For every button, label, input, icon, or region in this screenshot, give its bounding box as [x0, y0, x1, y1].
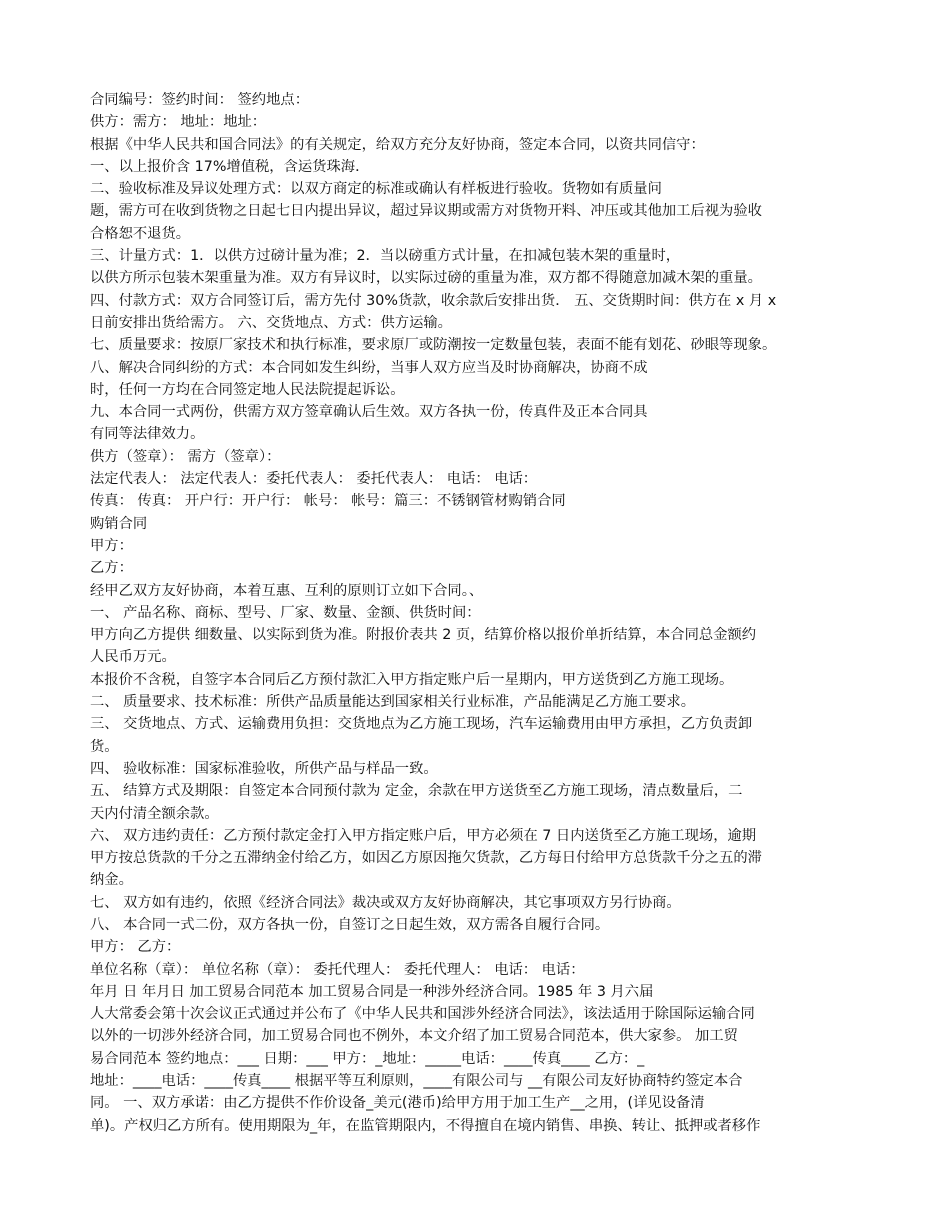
- text-line: 经甲乙双方友好协商，本着互惠、互利的原则订立如下合同。、: [90, 582, 484, 599]
- text-line: 一、 产品名称、商标、型号、厂家、数量、金额、供货时间：: [90, 604, 481, 621]
- text-line: 题，需方可在收到货物之日起七日内提出异议，超过异议期或需方对货物开料、冲压或其他加工后视为验收: [90, 203, 762, 220]
- text-line: 七、质量要求：按原厂家技术和执行标准，要求原厂或防潮按一定数量包装，表面不能有划花、砂眼等现象。: [90, 337, 777, 354]
- text-line: 根据《中华人民共和国合同法》的有关规定，给双方充分友好协商，签定本合同，以资共同信守：: [90, 136, 705, 153]
- text-line: 九、本合同一式两份，供需方双方签章确认后生效。双方各执一份，传真件及正本合同具: [90, 404, 648, 421]
- party-a-line: 甲方：: [90, 537, 133, 554]
- text-line: 年月 日 年月日 加工贸易合同范本 加工贸易合同是一种涉外经济合同。1985 年 3 月六届: [90, 983, 654, 1000]
- text-line: 四、付款方式：双方合同签订后，需方先付 30%货款，收余款后安排出货． 五、交货期时间：供方在 x 月 x: [90, 292, 777, 309]
- text-line: 人大常委会第十次会议正式通过并公布了《中华人民共和国涉外经济合同法》，该法适用于除国际运输合同: [90, 1006, 755, 1023]
- text-line: 一、以上报价含 17%增值税，含运货珠海．: [90, 158, 370, 175]
- text-line: 易合同范本 签约地点：___ 日期：___ 甲方：_地址：_____电话：____传真____ 乙方：_: [90, 1050, 645, 1067]
- signature-line: 甲方： 乙方：: [90, 939, 181, 956]
- text-line: 货。: [90, 738, 119, 755]
- text-line: 以供方所示包装木架重量为准。双方有异议时，以实际过磅的重量为准，双方都不得随意加减木架的重量。: [90, 270, 762, 287]
- parties-address-line: 供方：需方： 地址：地址：: [90, 114, 267, 131]
- contract-header-line: 合同编号：签约时间： 签约地点：: [90, 92, 309, 108]
- text-line: 地址：____电话：____传真____ 根据平等互利原则，____有限公司与 __有限公司友好协商特约签定本合: [90, 1073, 743, 1090]
- text-line: 本报价不含税，自签字本合同后乙方预付款汇入甲方指定账户后一星期内，甲方送货到乙方施工现场。: [90, 671, 734, 688]
- text-line: 单)。产权归乙方所有。使用期限为_年，在监管期限内，不得擅自在境内销售、串换、转让、抵押或者移作: [90, 1117, 761, 1134]
- text-line: 三、 交货地点、方式、运输费用负担：交货地点为乙方施工现场，汽车运输费用由甲方承担，乙方负责卸: [90, 716, 753, 733]
- party-b-line: 乙方：: [90, 560, 133, 577]
- text-line: 同。 一、双方承诺：由乙方提供不作价设备_美元(港币)给甲方用于加工生产__之用，(详见设备清: [90, 1095, 705, 1112]
- text-line: 时，任何一方均在合同签定地人民法院提起诉讼。: [90, 381, 405, 398]
- signature-line: 传真： 传真： 开户行：开户行： 帐号： 帐号：篇三：不锈钢管材购销合同: [90, 493, 566, 510]
- text-line: 七、 双方如有违约，依照《经济合同法》裁决或双方友好协商解决，其它事项双方另行协商。: [90, 894, 681, 911]
- section-title: 购销合同: [90, 515, 148, 532]
- text-line: 日前安排出货给需方。 六、交货地点、方式：供方运输。: [90, 314, 452, 331]
- text-line: 八、解决合同纠纷的方式：本合同如发生纠纷，当事人双方应当及时协商解决，协商不成: [90, 359, 648, 376]
- text-line: 五、 结算方式及期限：自签定本合同预付款为 定金，余款在甲方送货至乙方施工现场，清点数量后，二: [90, 783, 743, 800]
- text-line: 三、计量方式：1．以供方过磅计量为准；2．当以磅重方式计量，在扣减包装木架的重量时，: [90, 248, 681, 265]
- text-line: 六、 双方违约责任：乙方预付款定金打入甲方指定账户后，甲方必须在 7 日内送货至乙方施工现场，逾期: [90, 827, 757, 844]
- text-line: 纳金。: [90, 872, 133, 889]
- signature-line: 单位名称（章）： 单位名称（章）： 委托代理人： 委托代理人： 电话： 电话：: [90, 961, 585, 978]
- signature-line: 法定代表人： 法定代表人：委托代表人： 委托代表人： 电话： 电话：: [90, 471, 538, 488]
- signature-line: 供方（签章）： 需方（签章）：: [90, 448, 281, 465]
- text-line: 甲方按总货款的千分之五滞纳金付给乙方，如因乙方原因拖欠货款，乙方每日付给甲方总货款千分之五的滞: [90, 850, 762, 867]
- text-line: 合格恕不退货。: [90, 225, 191, 242]
- text-line: 甲方向乙方提供 细数量、以实际到货为准。附报价表共 2 页，结算价格以报价单折结算，本合同总金额约: [90, 627, 757, 644]
- text-line: 二、验收标准及异议处理方式：以双方商定的标准或确认有样板进行验收。货物如有质量问: [90, 181, 662, 198]
- text-line: 二、 质量要求、技术标准：所供产品质量能达到国家相关行业标准，产品能满足乙方施工要求。: [90, 694, 696, 711]
- text-line: 有同等法律效力。: [90, 426, 205, 443]
- text-line: 天内付清全额余款。: [90, 805, 219, 822]
- text-line: 人民币万元。: [90, 649, 176, 666]
- text-line: 以外的一切涉外经济合同，加工贸易合同也不例外，本文介绍了加工贸易合同范本，供大家参。 加工贸: [90, 1028, 738, 1045]
- text-line: 四、 验收标准：国家标准验收，所供产品与样品一致。: [90, 760, 438, 777]
- text-line: 八、 本合同一式二份，双方各执一份，自签订之日起生效，双方需各自履行合同。: [90, 916, 610, 933]
- document-body: [90, 89, 866, 1137]
